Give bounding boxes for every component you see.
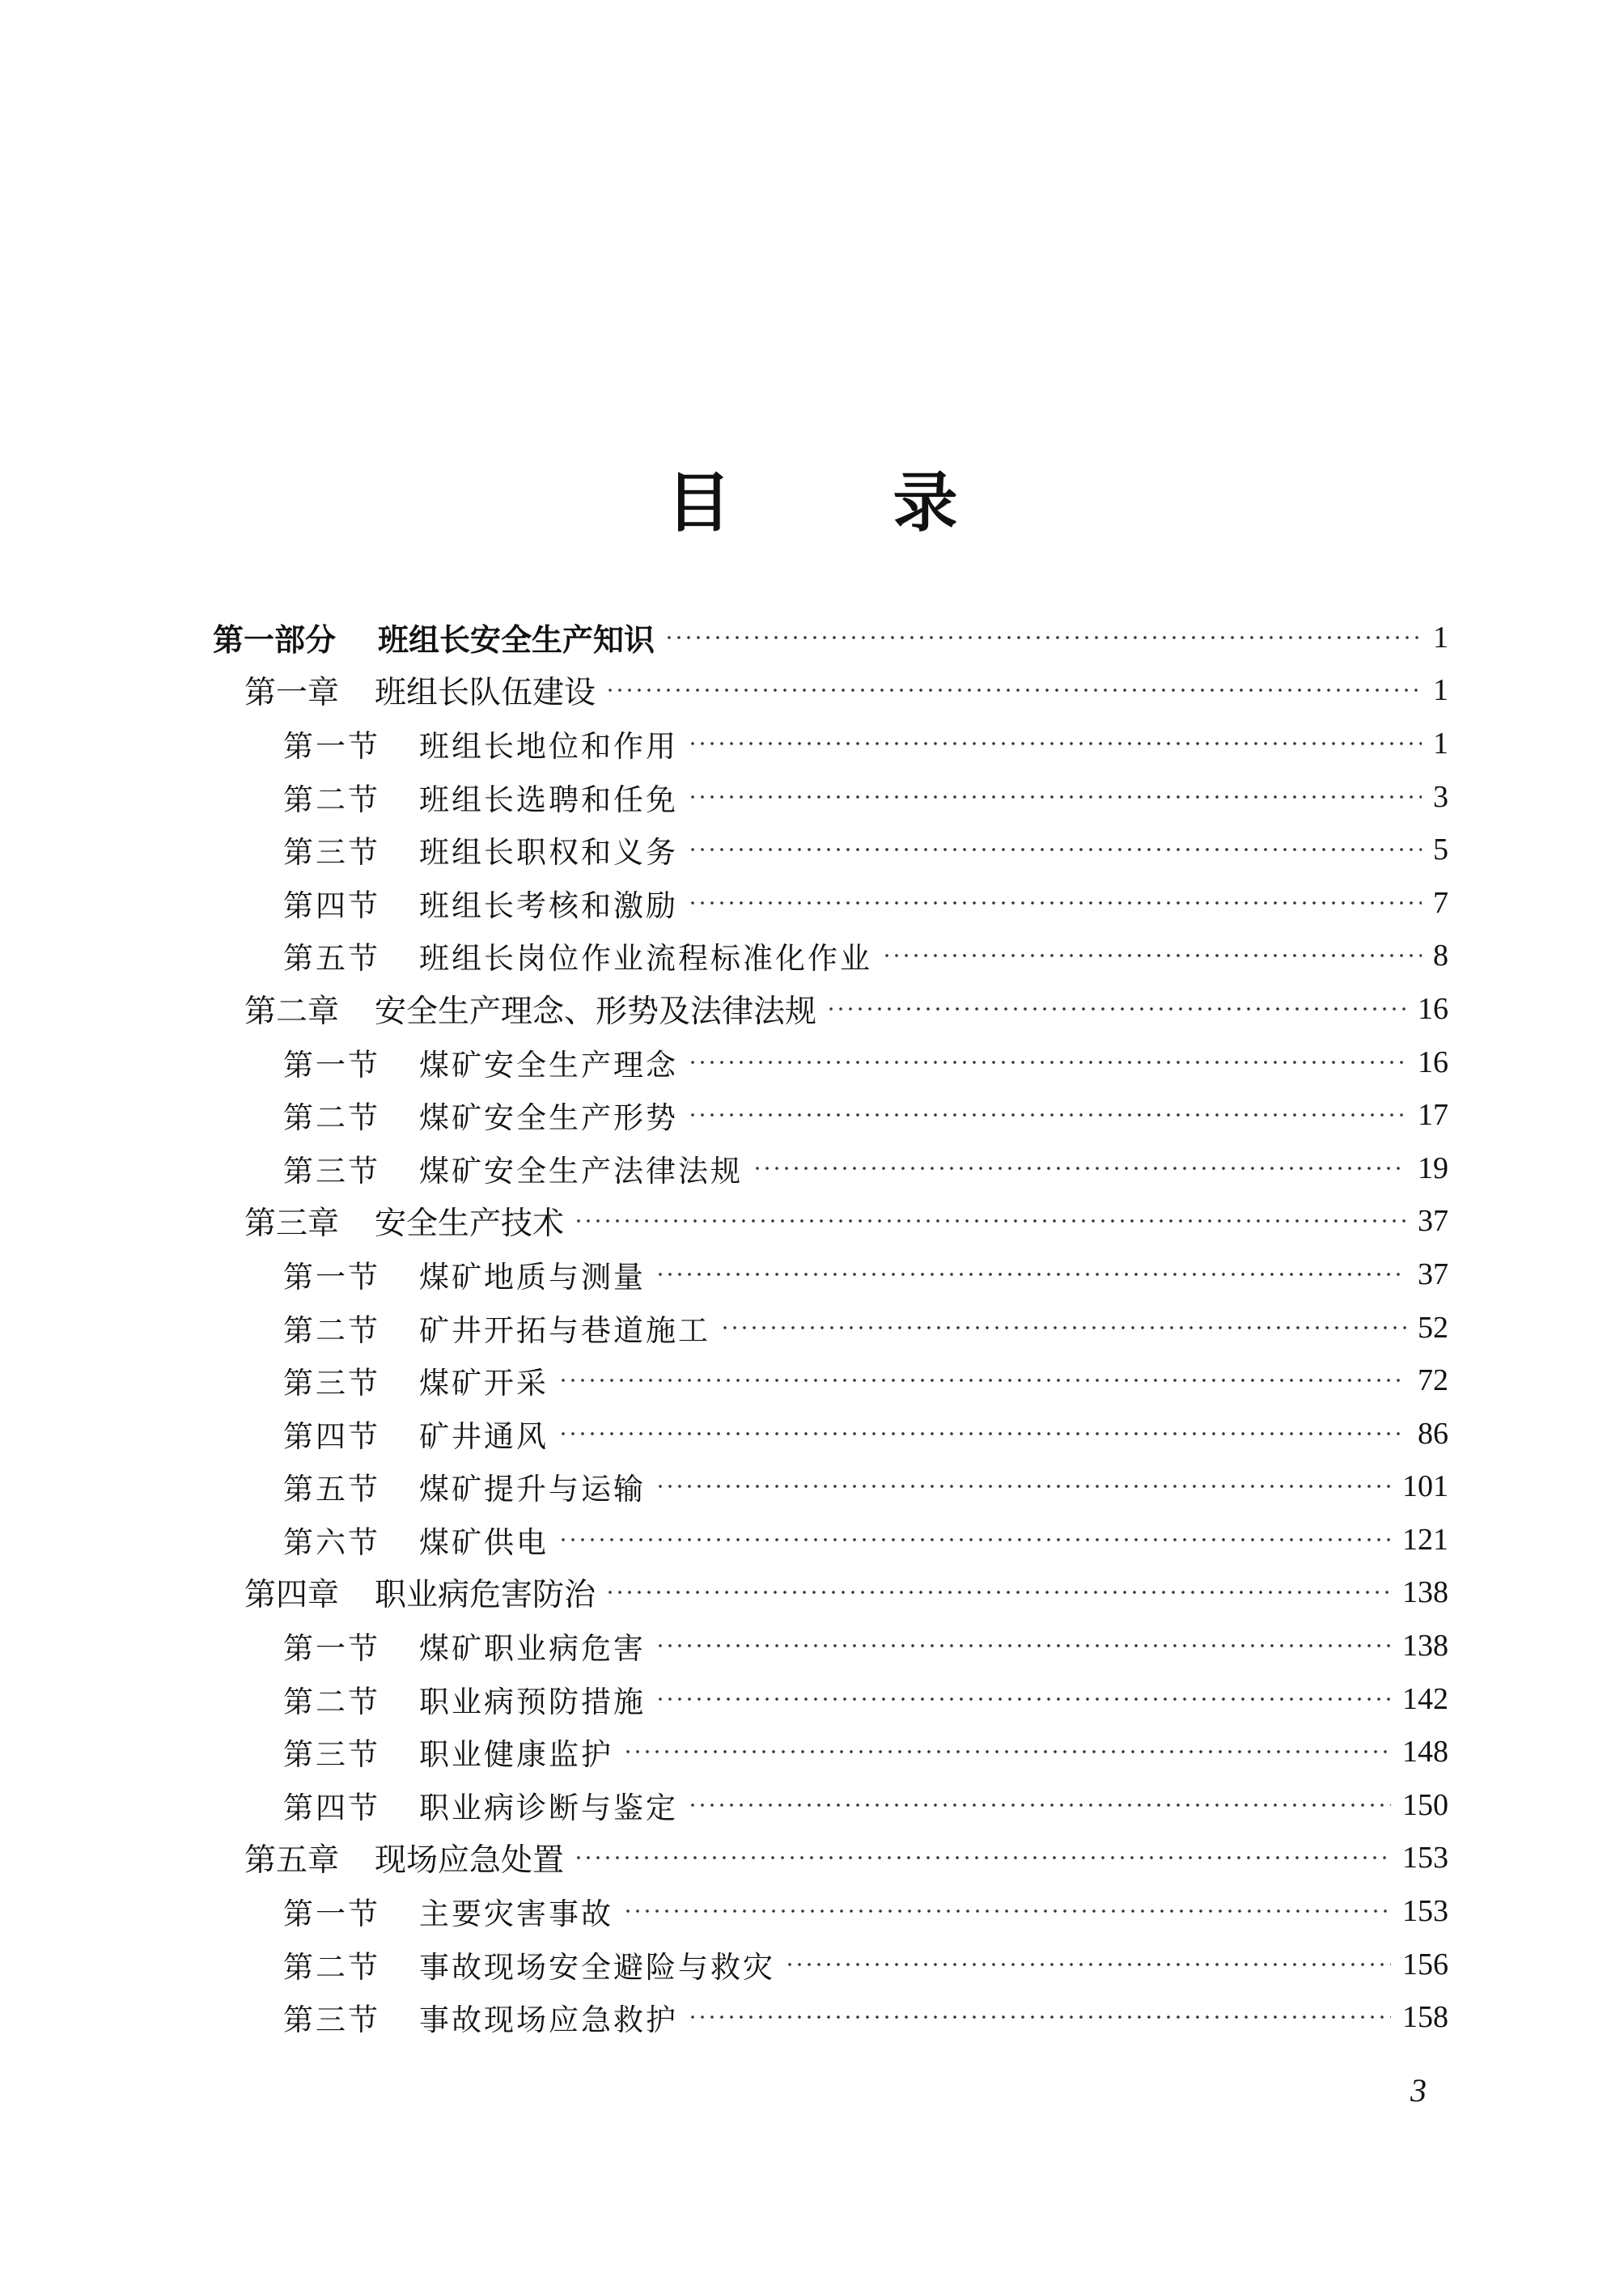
toc-entry-page: 7 bbox=[1433, 885, 1448, 920]
toc-entry-number: 第五节 bbox=[283, 941, 380, 977]
toc-entry-label bbox=[283, 934, 872, 977]
dot-leader bbox=[558, 1430, 1406, 1437]
toc-entry-label bbox=[283, 1093, 678, 1137]
toc-entry-section[interactable] bbox=[0, 1407, 1624, 1460]
toc-entry-label bbox=[283, 1464, 646, 1508]
toc-entry-section[interactable] bbox=[0, 1460, 1624, 1514]
toc-entry-label bbox=[283, 1943, 775, 1986]
toc-entry-number: 第四节 bbox=[283, 1790, 380, 1825]
toc-entry-number: 第六节 bbox=[283, 1524, 380, 1560]
dot-leader bbox=[688, 794, 1422, 800]
page-title-char-2: 录 bbox=[893, 465, 958, 540]
dot-leader bbox=[558, 1536, 1391, 1543]
toc-entry-page: 101 bbox=[1402, 1469, 1448, 1504]
toc-entry-section[interactable] bbox=[0, 1619, 1624, 1672]
toc-entry-number: 第二节 bbox=[283, 1949, 380, 1985]
toc-entry-page: 158 bbox=[1402, 2000, 1448, 2035]
toc-entry-label bbox=[244, 986, 816, 1032]
toc-entry-title: 矿井开拓与巷道施工 bbox=[419, 1312, 710, 1348]
toc-entry-number: 第二节 bbox=[283, 1684, 380, 1719]
toc-entry-page: 16 bbox=[1418, 1045, 1448, 1079]
toc-entry-title: 班组长队伍建设 bbox=[375, 675, 596, 712]
toc-entry-section[interactable] bbox=[0, 1725, 1624, 1778]
toc-entry-chapter[interactable] bbox=[0, 1566, 1624, 1620]
toc-entry-number: 第一节 bbox=[283, 1897, 380, 1932]
dot-leader bbox=[664, 634, 1422, 641]
dot-leader bbox=[623, 1908, 1391, 1914]
dot-leader bbox=[688, 1059, 1406, 1066]
page-number: 3 bbox=[1410, 2072, 1427, 2109]
toc-entry-number: 第一节 bbox=[283, 1047, 380, 1083]
toc-entry-label bbox=[283, 828, 678, 871]
toc-entry-page: 8 bbox=[1433, 939, 1448, 973]
toc-entry-number: 第一节 bbox=[283, 1259, 380, 1295]
dot-leader bbox=[688, 900, 1422, 906]
toc-entry-label bbox=[283, 1041, 678, 1084]
dot-leader bbox=[605, 687, 1422, 693]
toc-entry-page: 16 bbox=[1418, 991, 1448, 1026]
toc-entry-section[interactable] bbox=[0, 1672, 1624, 1726]
toc-entry-title: 职业病危害防治 bbox=[375, 1577, 596, 1614]
table-of-contents bbox=[0, 611, 1624, 2044]
toc-entry-page: 148 bbox=[1402, 1735, 1448, 1770]
toc-entry-page: 52 bbox=[1418, 1310, 1448, 1345]
dot-leader bbox=[882, 952, 1422, 959]
toc-entry-chapter[interactable] bbox=[0, 1832, 1624, 1885]
toc-entry-section[interactable] bbox=[0, 1990, 1624, 2044]
toc-entry-title: 现场应急处置 bbox=[375, 1842, 565, 1880]
toc-entry-page: 17 bbox=[1418, 1098, 1448, 1133]
dot-leader bbox=[574, 1218, 1406, 1224]
toc-entry-title: 班组长选聘和任免 bbox=[419, 782, 678, 817]
toc-entry-page: 138 bbox=[1402, 1575, 1448, 1610]
toc-entry-number: 第三节 bbox=[283, 835, 380, 871]
toc-entry-chapter[interactable] bbox=[0, 664, 1624, 718]
toc-entry-title: 职业健康监护 bbox=[419, 1737, 613, 1773]
toc-entry-title: 安全生产理念、形势及法律法规 bbox=[375, 993, 817, 1030]
toc-entry-title: 班组长地位和作用 bbox=[419, 728, 678, 764]
toc-entry-number: 第一节 bbox=[283, 728, 380, 764]
toc-entry-section[interactable] bbox=[0, 930, 1624, 983]
toc-entry-section[interactable] bbox=[0, 1354, 1624, 1407]
toc-entry-title: 职业病预防措施 bbox=[419, 1684, 646, 1719]
toc-entry-page: 156 bbox=[1402, 1947, 1448, 1981]
toc-entry-section[interactable] bbox=[0, 1513, 1624, 1566]
toc-entry-number: 第二节 bbox=[283, 782, 380, 817]
toc-entry-title: 安全生产技术 bbox=[375, 1206, 565, 1243]
toc-entry-part[interactable] bbox=[0, 611, 1624, 664]
toc-entry-section[interactable] bbox=[0, 876, 1624, 930]
toc-entry-title: 煤矿地质与测量 bbox=[419, 1259, 646, 1295]
dot-leader bbox=[655, 1271, 1406, 1278]
toc-entry-section[interactable] bbox=[0, 1778, 1624, 1832]
toc-entry-chapter[interactable] bbox=[0, 982, 1624, 1036]
toc-entry-section[interactable] bbox=[0, 1884, 1624, 1938]
toc-entry-label bbox=[283, 1146, 743, 1190]
dot-leader bbox=[655, 1696, 1391, 1702]
toc-entry-section[interactable] bbox=[0, 1938, 1624, 1991]
toc-entry-label bbox=[283, 1889, 613, 1933]
toc-entry-label bbox=[283, 1306, 710, 1350]
toc-entry-page: 37 bbox=[1418, 1257, 1448, 1291]
toc-entry-title: 事故现场安全避险与救灾 bbox=[419, 1949, 775, 1985]
toc-entry-label bbox=[213, 615, 655, 659]
toc-entry-page: 72 bbox=[1418, 1363, 1448, 1398]
toc-entry-number: 第三节 bbox=[283, 1366, 380, 1401]
toc-entry-title: 主要灾害事故 bbox=[419, 1897, 613, 1932]
toc-entry-title: 班组长岗位作业流程标准化作业 bbox=[419, 941, 872, 977]
toc-entry-title: 煤矿安全生产形势 bbox=[419, 1100, 678, 1136]
toc-entry-section[interactable] bbox=[0, 823, 1624, 876]
page-title-char-1: 目 bbox=[666, 465, 731, 540]
dot-leader bbox=[655, 1483, 1391, 1490]
toc-entry-page: 138 bbox=[1402, 1629, 1448, 1664]
toc-entry-label bbox=[244, 668, 596, 713]
toc-entry-title: 煤矿安全生产法律法规 bbox=[419, 1153, 743, 1189]
toc-entry-section[interactable] bbox=[0, 1248, 1624, 1301]
toc-entry-label bbox=[283, 881, 678, 925]
toc-entry-title: 班组长安全生产知识 bbox=[378, 622, 655, 659]
toc-entry-section[interactable] bbox=[0, 1088, 1624, 1142]
toc-entry-label bbox=[244, 1835, 564, 1880]
dot-leader bbox=[688, 1112, 1406, 1118]
toc-entry-title: 煤矿提升与运输 bbox=[419, 1472, 646, 1507]
toc-entry-label bbox=[283, 1730, 613, 1774]
dot-leader bbox=[688, 846, 1422, 853]
toc-entry-number: 第二节 bbox=[283, 1100, 380, 1136]
toc-entry-page: 150 bbox=[1402, 1787, 1448, 1822]
toc-entry-section[interactable] bbox=[0, 1301, 1624, 1354]
toc-entry-label bbox=[283, 1412, 549, 1456]
toc-entry-section[interactable] bbox=[0, 1142, 1624, 1195]
toc-entry-label bbox=[283, 1783, 678, 1827]
toc-entry-title: 煤矿安全生产理念 bbox=[419, 1047, 678, 1083]
toc-entry-number: 第二节 bbox=[283, 1312, 380, 1348]
dot-leader bbox=[605, 1589, 1391, 1596]
toc-entry-chapter[interactable] bbox=[0, 1195, 1624, 1248]
toc-entry-title: 煤矿开采 bbox=[419, 1366, 549, 1401]
toc-entry-section[interactable] bbox=[0, 717, 1624, 770]
dot-leader bbox=[688, 740, 1422, 747]
toc-entry-title: 煤矿职业病危害 bbox=[419, 1631, 646, 1667]
toc-entry-page: 3 bbox=[1433, 779, 1448, 814]
toc-entry-label bbox=[283, 775, 678, 819]
dot-leader bbox=[785, 1961, 1391, 1968]
toc-entry-label bbox=[283, 1995, 678, 2039]
dot-leader bbox=[720, 1325, 1406, 1331]
toc-entry-number: 第三节 bbox=[283, 1737, 380, 1773]
toc-entry-title: 事故现场应急救护 bbox=[419, 2003, 678, 2038]
toc-entry-label bbox=[244, 1198, 564, 1244]
dot-leader bbox=[753, 1165, 1406, 1172]
toc-entry-number: 第四章 bbox=[244, 1577, 340, 1614]
toc-entry-number: 第五章 bbox=[244, 1842, 340, 1880]
toc-entry-label bbox=[283, 1624, 646, 1668]
toc-entry-page: 153 bbox=[1402, 1841, 1448, 1876]
toc-entry-number: 第三节 bbox=[283, 1153, 380, 1189]
toc-entry-title: 职业病诊断与鉴定 bbox=[419, 1790, 678, 1825]
toc-entry-number: 第四节 bbox=[283, 888, 380, 923]
toc-entry-number: 第五节 bbox=[283, 1472, 380, 1507]
toc-entry-page: 142 bbox=[1402, 1681, 1448, 1716]
toc-entry-number: 第四节 bbox=[283, 1418, 380, 1454]
toc-entry-title: 矿井通风 bbox=[419, 1418, 549, 1454]
toc-entry-page: 1 bbox=[1433, 726, 1448, 761]
toc-entry-section[interactable] bbox=[0, 1036, 1624, 1089]
toc-entry-page: 19 bbox=[1418, 1151, 1448, 1185]
dot-leader bbox=[688, 2014, 1391, 2020]
dot-leader bbox=[558, 1377, 1406, 1384]
dot-leader bbox=[623, 1748, 1391, 1755]
toc-entry-number: 第二章 bbox=[244, 993, 340, 1030]
toc-entry-number: 第一节 bbox=[283, 1631, 380, 1667]
toc-entry-label bbox=[283, 1358, 549, 1402]
toc-entry-page: 1 bbox=[1433, 673, 1448, 708]
toc-entry-number: 第三章 bbox=[244, 1206, 340, 1243]
toc-entry-page: 5 bbox=[1433, 833, 1448, 867]
toc-entry-label bbox=[283, 1677, 646, 1721]
dot-leader bbox=[688, 1802, 1391, 1808]
toc-entry-title: 班组长考核和激励 bbox=[419, 888, 678, 923]
toc-entry-number: 第一章 bbox=[244, 675, 340, 712]
toc-entry-section[interactable] bbox=[0, 770, 1624, 824]
toc-entry-label bbox=[283, 1518, 549, 1562]
toc-entry-number: 第三节 bbox=[283, 2003, 380, 2038]
dot-leader bbox=[826, 1006, 1406, 1012]
toc-entry-title: 煤矿供电 bbox=[419, 1524, 549, 1560]
toc-entry-number: 第一部分 bbox=[213, 622, 337, 659]
toc-entry-title: 班组长职权和义务 bbox=[419, 835, 678, 871]
toc-entry-label bbox=[244, 1570, 596, 1615]
page-title bbox=[0, 463, 1624, 544]
dot-leader bbox=[655, 1642, 1391, 1649]
toc-entry-label bbox=[283, 1252, 646, 1296]
toc-entry-page: 37 bbox=[1418, 1204, 1448, 1239]
toc-entry-page: 121 bbox=[1402, 1522, 1448, 1557]
toc-entry-page: 1 bbox=[1433, 620, 1448, 655]
toc-entry-page: 153 bbox=[1402, 1894, 1448, 1929]
toc-entry-label bbox=[283, 722, 678, 765]
toc-entry-page: 86 bbox=[1418, 1416, 1448, 1451]
dot-leader bbox=[574, 1854, 1391, 1861]
